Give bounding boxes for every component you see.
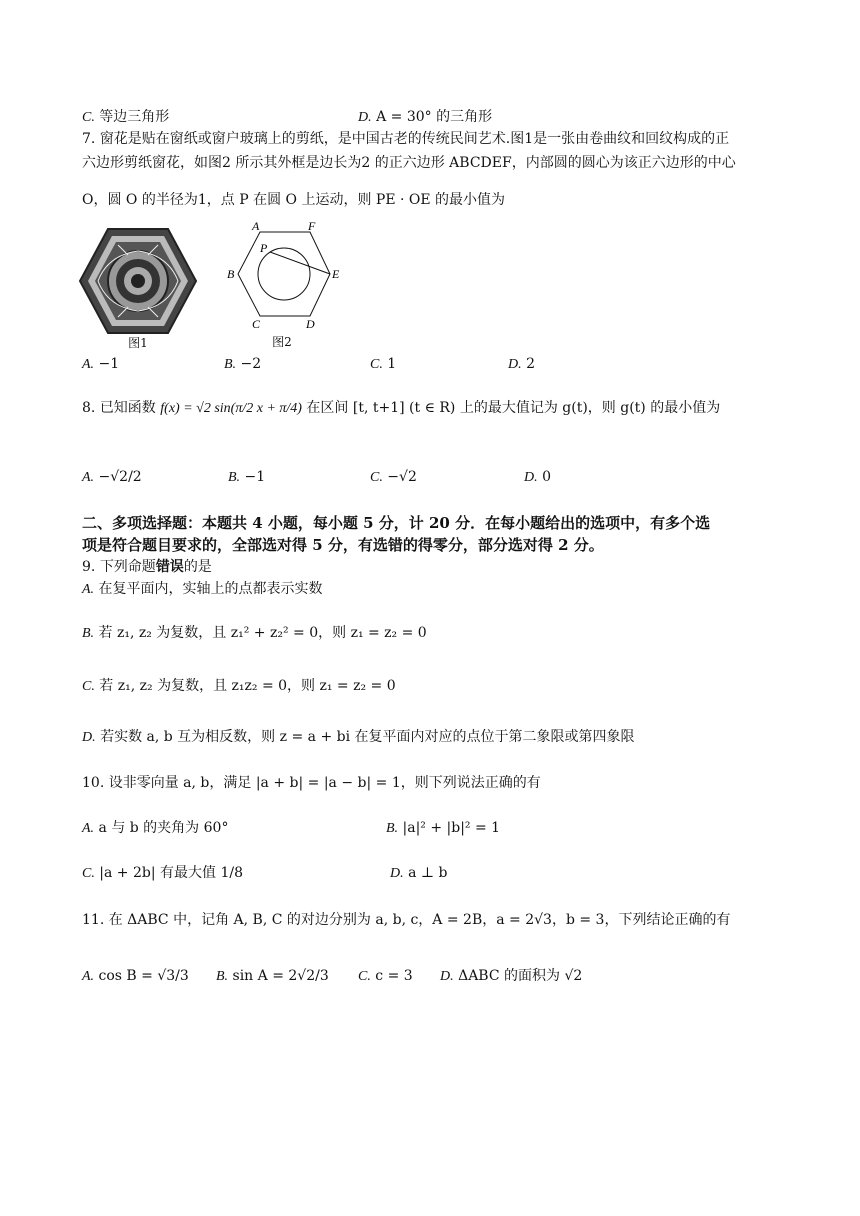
option-value: 0 (542, 469, 551, 485)
question-text: 窗花是贴在窗纸或窗户玻璃上的剪纸，是中国古老的传统民间艺术.图1是一张由卷曲纹和回纹构成的正 (99, 131, 730, 147)
question-number: 7. (82, 131, 96, 147)
q11-option-b (216, 966, 329, 987)
option-text: 若 z₁, z₂ 为复数，且 z₁z₂ = 0，则 z₁ = z₂ = 0 (99, 678, 396, 694)
question-text: 的是 (183, 559, 212, 575)
figure-2-hexagon-diagram (222, 218, 352, 338)
option-text: 在复平面内，实轴上的点都表示实数 (98, 581, 323, 597)
q7-line-2: 六边形剪纸窗花，如图2 所示其外框是边长为2 的正六边形 ABCDEF，内部圆的圆心为该正六边形的中心 (82, 155, 736, 171)
q11-option-a (82, 966, 189, 987)
option-text: |a|² + |b|² = 1 (402, 820, 501, 836)
q11-option-c (358, 966, 413, 987)
option-label: D. (508, 357, 522, 372)
vertex-label-a: A (252, 219, 260, 233)
q8-option-b (228, 467, 265, 488)
figure-2-caption: 图2 (272, 335, 292, 349)
q11-option-d (440, 966, 582, 987)
option-label: A. (82, 969, 95, 984)
option-label: B. (216, 969, 229, 984)
vertex-label-c: C (252, 317, 261, 331)
option-text: 等边三角形 (99, 109, 170, 125)
option-label: D. (358, 110, 372, 125)
option-label: A. (82, 582, 95, 597)
section-2-heading-line-1: 二、多项选择题：本题共 4 小题，每小题 5 分，计 20 分．在每小题给出的选项中，有多个选 (82, 514, 711, 532)
figure-1-papercut-image (78, 225, 198, 337)
q8-stem (82, 398, 720, 419)
option-label: C. (370, 357, 383, 372)
option-label: A. (82, 357, 95, 372)
option-text: a 与 b 的夹角为 60° (98, 820, 229, 836)
option-label: D. (524, 470, 538, 485)
option-label: D. (440, 969, 454, 984)
option-value: −√2 (387, 469, 417, 485)
q9-option-b (82, 623, 427, 644)
option-text: cos B = √3/3 (98, 968, 189, 984)
vertex-label-d: D (306, 317, 315, 331)
q7-option-b (224, 354, 261, 375)
option-value: −2 (240, 356, 262, 372)
point-label-p: P (260, 241, 268, 255)
q7-option-d (508, 354, 535, 375)
option-label: C. (370, 470, 383, 485)
option-text: 若 z₁, z₂ 为复数，且 z₁² + z₂² = 0，则 z₁ = z₂ = 0 (98, 625, 427, 641)
option-value: 1 (387, 356, 397, 372)
q9-option-c (82, 676, 396, 697)
option-label: D. (390, 866, 404, 881)
option-value: 2 (526, 356, 535, 372)
q7-line-1 (82, 129, 729, 149)
q9-stem (82, 557, 212, 577)
q7-line-3: O，圆 O 的半径为1，点 P 在圆 O 上运动，则 PE · OE 的最小值为 (82, 192, 506, 208)
question-text: 下列命题 (99, 559, 156, 575)
question-text: 在 ΔABC 中，记角 A, B, C 的对边分别为 a, b, c，A = 2B，a = 2√3，b = 3，下列结论正确的有 (108, 912, 731, 928)
option-value: −1 (98, 356, 120, 372)
vertex-label-f: F (308, 219, 316, 233)
option-value: −1 (244, 469, 266, 485)
option-text: A = 30° 的三角形 (376, 109, 493, 125)
question-number: 10. (82, 775, 105, 791)
option-label: A. (82, 470, 95, 485)
question-number: 9. (82, 559, 96, 575)
option-label: A. (82, 821, 95, 836)
option-text: c = 3 (375, 968, 413, 984)
q10-option-d (390, 863, 447, 884)
vertex-label-e: E (332, 267, 340, 281)
option-label: B. (386, 821, 399, 836)
option-value: −√2/2 (98, 469, 142, 485)
option-label: C. (82, 110, 95, 125)
q6-option-c (82, 107, 169, 128)
option-text: sin A = 2√2/3 (232, 968, 329, 984)
emphasis-text: 错误 (155, 559, 184, 575)
question-text: 设非零向量 a, b，满足 |a + b| = |a − b| = 1，则下列说法正确的有 (108, 775, 541, 791)
q9-option-d (82, 727, 635, 748)
option-text: |a + 2b| 有最大值 1/8 (99, 865, 244, 881)
option-label: C. (82, 866, 95, 881)
q8-option-c (370, 467, 417, 488)
q9-option-a (82, 579, 323, 600)
option-label: D. (82, 730, 96, 745)
option-label: B. (228, 470, 241, 485)
option-text: 若实数 a, b 互为相反数，则 z = a + bi 在复平面内对应的点位于第二象限或第四象限 (100, 729, 635, 745)
option-label: C. (82, 679, 95, 694)
question-text: 已知函数 (99, 400, 156, 416)
q11-stem (82, 910, 730, 930)
question-number: 8. (82, 400, 96, 416)
q10-option-a (82, 818, 228, 839)
q10-option-b (386, 818, 500, 839)
function-formula: f(x) = √2 sin(π/2 x + π/4) (160, 401, 302, 416)
figure-1-caption: 图1 (128, 336, 148, 350)
question-number: 11. (82, 912, 105, 928)
q8-option-d (524, 467, 551, 488)
q6-option-d (358, 107, 492, 128)
q10-stem (82, 773, 541, 793)
q8-option-a (82, 467, 142, 488)
q10-option-c (82, 863, 243, 884)
section-2-heading-line-2: 项是符合题目要求的，全部选对得 5 分，有选错的得零分，部分选对得 2 分。 (82, 536, 604, 554)
option-label: B. (224, 357, 237, 372)
question-text: 在区间 [t, t+1] (t ∈ R) 上的最大值记为 g(t)，则 g(t) 的最小值为 (306, 400, 721, 416)
option-label: C. (358, 969, 371, 984)
q7-option-c (370, 354, 396, 375)
q7-option-a (82, 354, 119, 375)
option-text: a ⊥ b (408, 865, 448, 881)
option-label: B. (82, 626, 95, 641)
vertex-label-b: B (227, 267, 235, 281)
option-text: ΔABC 的面积为 √2 (458, 968, 583, 984)
